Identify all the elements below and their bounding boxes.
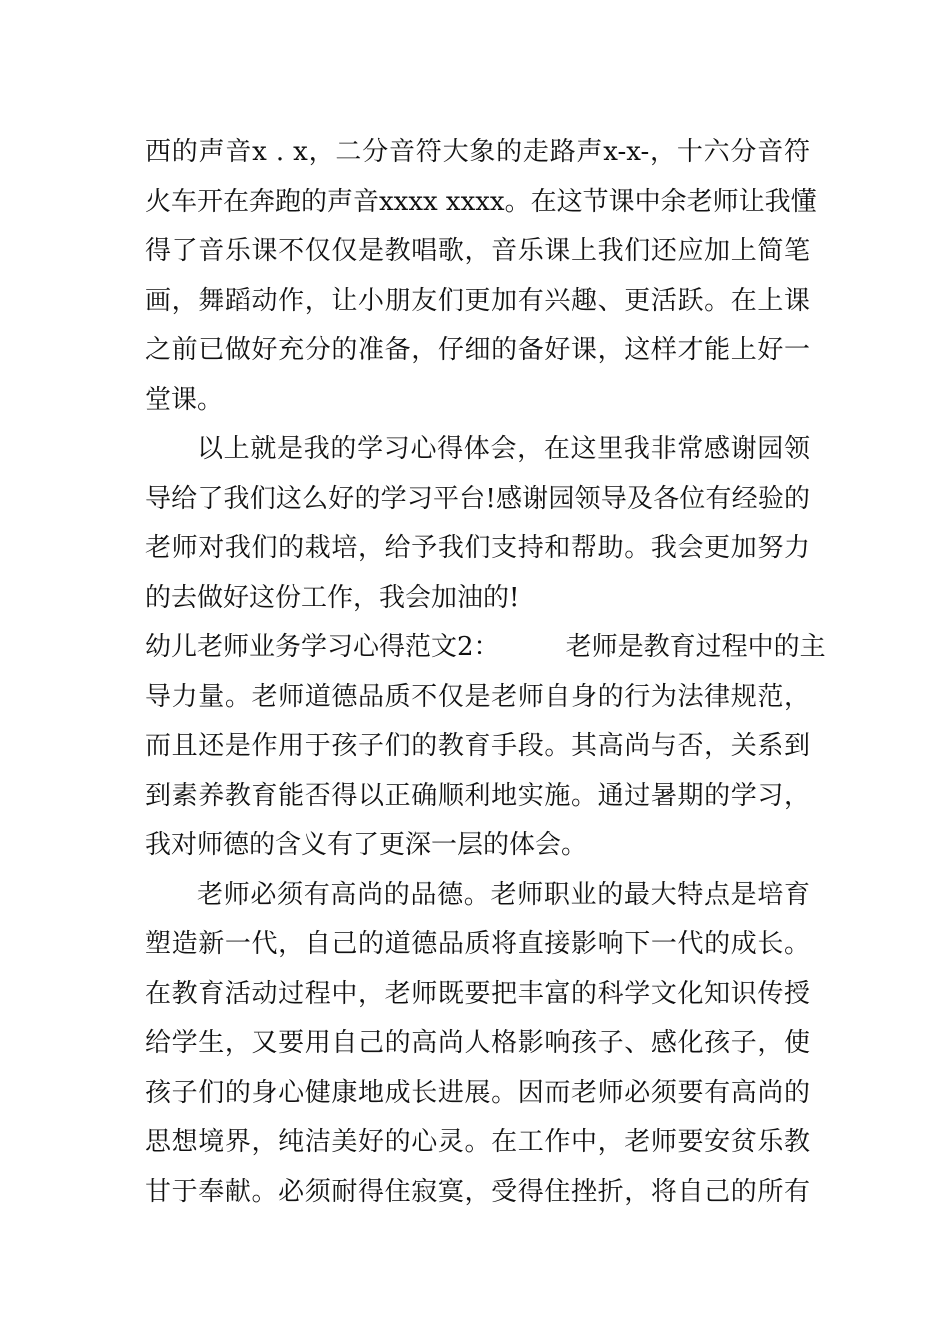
text-line: 而且还是作用于孩子们的教育手段。其高尚与否，关系到 <box>145 731 810 761</box>
text-line: 火车开在奔跑的声音xxxx xxxx。在这节课中余老师让我懂 <box>145 186 817 217</box>
text-line: 的去做好这份工作，我会加油的! <box>145 582 520 613</box>
text-line: 思想境界，纯洁美好的心灵。在工作中，老师要安贫乐教 <box>145 1127 810 1157</box>
body-text <box>145 128 826 1217</box>
text-line: 孩子们的身心健康地成长进展。因而老师必须要有高尚的 <box>145 1077 810 1108</box>
text-line: 画，舞蹈动作，让小朋友们更加有兴趣、更活跃。在上课 <box>145 285 810 316</box>
text-line: 堂课。 <box>145 384 224 415</box>
text-line: 得了音乐课不仅仅是教唱歌，音乐课上我们还应加上简笔 <box>145 236 810 266</box>
text-line: 给学生，又要用自己的高尚人格影响孩子、感化孩子，使 <box>145 1028 810 1058</box>
text-line: 在教育活动过程中，老师既要把丰富的科学文化知识传授 <box>145 978 810 1009</box>
paragraph-first-line: 以上就是我的学习心得体会，在这里我非常感谢园领 <box>197 434 810 464</box>
text-line: 导给了我们这么好的学习平台!感谢园领导及各位有经验的 <box>145 483 810 514</box>
text-line: 到素养教育能否得以正确顺利地实施。通过暑期的学习， <box>145 780 810 811</box>
text-line: 导力量。老师道德品质不仅是老师自身的行为法律规范， <box>145 681 810 712</box>
paragraph-first-line: 老师必须有高尚的品德。老师职业的最大特点是培育 <box>197 879 810 910</box>
text-line: 老师对我们的栽培，给予我们支持和帮助。我会更加努力 <box>145 533 810 563</box>
text-line: 塑造新一代，自己的道德品质将直接影响下一代的成长。 <box>145 929 810 959</box>
text-line: 甘于奉献。必须耐得住寂寞，受得住挫折，将自己的所有 <box>145 1176 810 1207</box>
text-line: 西的声音x . x，二分音符大象的走路声x-x-，十六分音符 <box>145 137 810 167</box>
text-line: 之前已做好充分的准备，仔细的备好课，这样才能上好一 <box>145 335 810 365</box>
section-heading-line: 幼儿老师业务学习心得范文2： 老师是教育过程中的主 <box>145 632 826 662</box>
text-line: 我对师德的含义有了更深一层的体会。 <box>145 830 588 860</box>
